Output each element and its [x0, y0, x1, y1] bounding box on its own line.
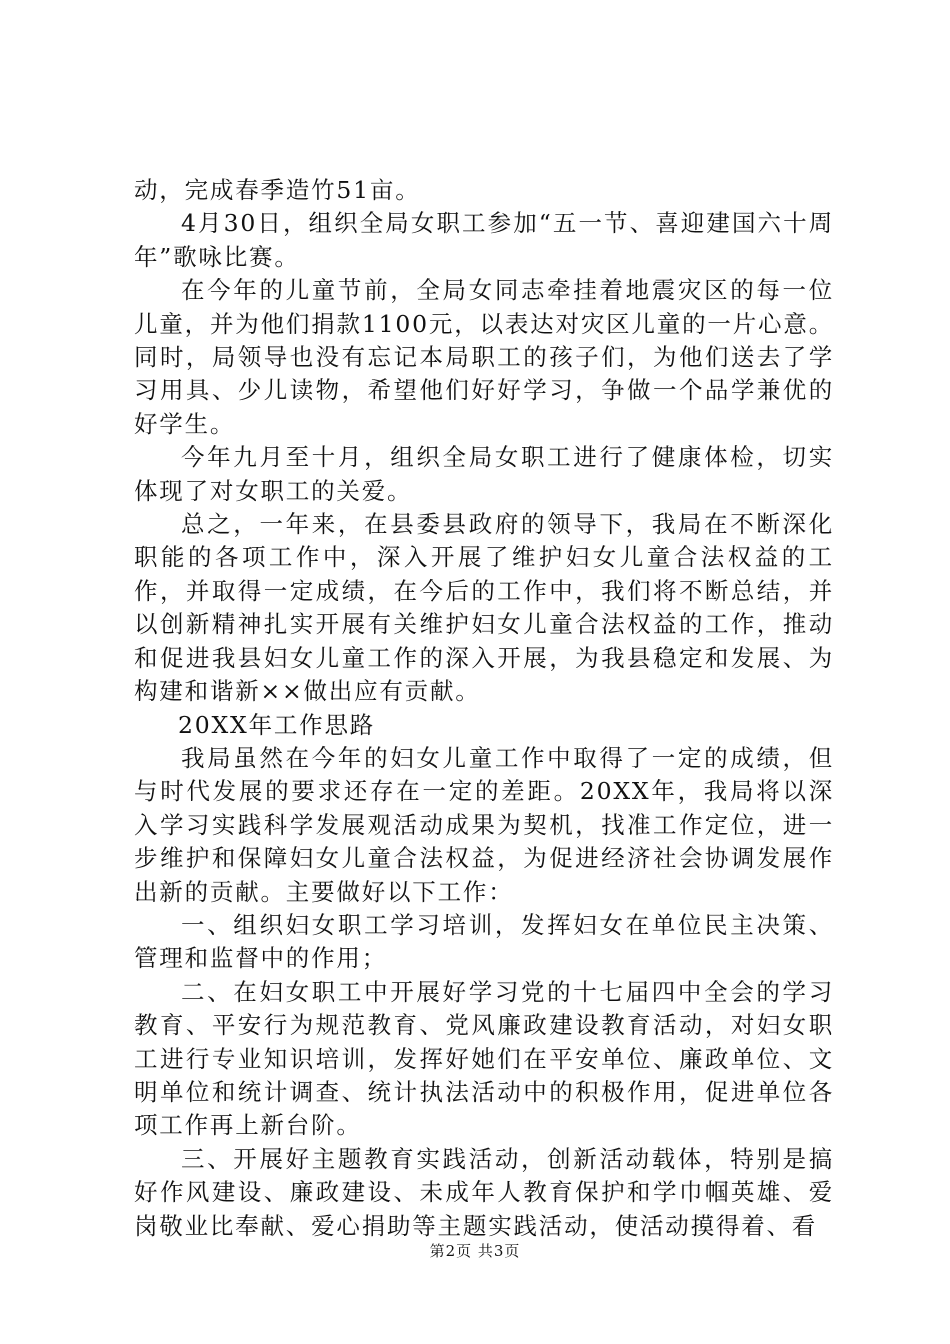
page-number-footer: 第2页 共3页 [429, 1242, 521, 1260]
paragraph-health-check: 今年九月至十月，组织全局女职工进行了健康体检，切实体现了对女职工的关爱。 [134, 443, 834, 505]
list-item-1: 一、组织妇女职工学习培训，发挥妇女在单位民主决策、管理和监督中的作用； [134, 910, 834, 973]
paragraph-continuation: 动，完成春季造竹51亩。 [134, 176, 421, 204]
paragraph-singing-contest: 4月30日，组织全局女职工参加“五一节、喜迎建国六十周年”歌咏比赛。 [134, 209, 834, 271]
paragraph-childrens-day: 在今年的儿童节前，全局女同志牵挂着地震灾区的每一位儿童，并为他们捐款1100元，以表达对灾区儿童的一片心意。同时，局领导也没有忘记本局职工的孩子们，为他们送去了学习用具、少儿读物，希望他们好好学习，争做一个品学兼优的好学生。 [134, 276, 834, 438]
list-item-2: 二、在妇女职工中开展好学习党的十七届四中全会的学习教育、平安行为规范教育、党风廉政建设教育活动，对妇女职工进行专业知识培训，发挥好她们在平安单位、廉政单位、文明单位和统计调查、统计执法活动中的积极作用，促进单位各项工作再上新台阶。 [134, 977, 834, 1140]
section-heading: 20XX年工作思路 [178, 710, 376, 739]
paragraph-work-plan-intro: 我局虽然在今年的妇女儿童工作中取得了一定的成绩，但与时代发展的要求还存在一定的差距。20XX年，我局将以深入学习实践科学发展观活动成果为契机，找准工作定位，进一步维护和保障妇女儿童合法权益，为促进经济社会协调发展作出新的贡献。主要做好以下工作： [134, 743, 834, 906]
document-body [134, 174, 834, 1243]
paragraph-summary: 总之，一年来，在县委县政府的领导下，我局在不断深化职能的各项工作中，深入开展了维护妇女儿童合法权益的工作，并取得一定成绩，在今后的工作中，我们将不断总结，并以创新精神扎实开展有关维护妇女儿童合法权益的工作，推动和促进我县妇女儿童工作的深入开展，为我县稳定和发展、为构建和谐新××做出应有贡献。 [134, 510, 834, 706]
list-item-3: 三、开展好主题教育实践活动，创新活动载体，特别是搞好作风建设、廉政建设、未成年人教育保护和学巾帼英雄、爱岗敬业比奉献、爱心捐助等主题实践活动，使活动摸得着、看 [134, 1144, 834, 1240]
